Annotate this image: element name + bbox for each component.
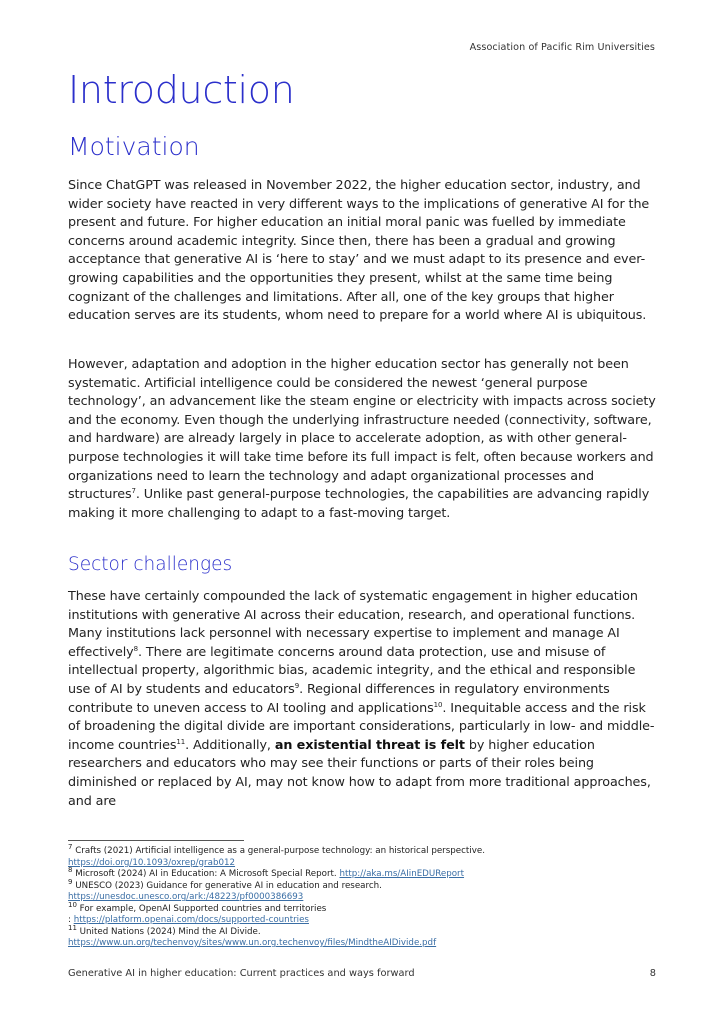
motivation-paragraph-1: Since ChatGPT was released in November 2022, the higher education sector, industry, and wider society have reacted in very different ways to the implications of generative AI for the present and future. For higher education an initial moral panic was fuelled by immediate concerns around academic integrity. Since then, there has been a gradual and growing acceptance that generative AI is ‘here to stay’ and we must adapt to its presence and ever-growing capabilities and the opportunities they present, whilst at the same time being cognizant of the challenges and limitations. After all, one of the key groups that higher education serves are its students, whom need to prepare for a world where AI is ubiquitous. xyxy=(68,178,650,324)
footnote-8 xyxy=(68,866,668,881)
page-footer xyxy=(68,968,656,979)
section-heading-sector-challenges: Sector challenges xyxy=(68,554,233,575)
footnote-number: 9 xyxy=(68,877,73,886)
footnote-link[interactable]: https://platform.openai.com/docs/supported-countries xyxy=(73,915,309,925)
footnote-10 xyxy=(68,900,668,927)
footnote-text: Microsoft (2024) AI in Education: A Microsoft Special Report. xyxy=(72,869,340,879)
paragraph-text: These have certainly compounded the lack of systematic engagement in higher education institutions with generative AI across their education, research, and operational functions. Many institutions lack personnel with necessary expertise to implement and manage AI effectively xyxy=(68,589,638,660)
footnote-link[interactable]: http://aka.ms/AIinEDUReport xyxy=(339,869,465,879)
paragraph-text: . Unlike past general-purpose technologies, the capabilities are advancing rapidly making it more challenging to adapt to a fast-moving target. xyxy=(68,487,650,521)
footnote-link[interactable]: https://doi.org/10.1093/oxrep/grab012 xyxy=(68,857,236,868)
footnote-ref[interactable]: 8 xyxy=(133,644,138,653)
footnote-prefix: : xyxy=(68,915,74,925)
footnote-link[interactable]: https://unesdoc.unesco.org/ark:/48223/pf0000386693 xyxy=(68,892,304,902)
footnote-link[interactable]: https://www.un.org/techenvoy/sites/www.un.org.techenvoy/files/MindtheAIDivide.pdf xyxy=(68,938,437,948)
motivation-paragraph-2 xyxy=(68,356,658,523)
sector-challenges-paragraph xyxy=(68,588,658,811)
footnote-number: 8 xyxy=(68,866,73,875)
running-header: Association of Pacific Rim Universities xyxy=(469,42,655,53)
paragraph-text: . Inequitable access and the risk of broadening the digital divide are important considerations, particularly in low- and middle-income countries xyxy=(68,700,655,753)
footnote-divider xyxy=(68,840,244,841)
footnotes xyxy=(68,843,668,950)
footnote-text: United Nations (2024) Mind the AI Divide. xyxy=(76,926,261,937)
paragraph-text: . Additionally, xyxy=(185,737,275,753)
footnote-7 xyxy=(68,843,668,869)
footnote-ref[interactable]: 9 xyxy=(294,681,300,690)
footnote-number: 11 xyxy=(68,923,77,932)
footnote-text: Crafts (2021) Artificial intelligence as a general-purpose technology: an historical perspective. xyxy=(72,846,485,856)
footnote-11 xyxy=(68,923,668,950)
footnote-number: 7 xyxy=(68,843,73,852)
footnote-9 xyxy=(68,877,668,904)
paragraph-text: However, adaptation and adoption in the higher education sector has generally not been systematic. Artificial intelligence could be considered the newest ‘general purpose technology’, an advancement like the steam engine or electricity with impacts across society and the economy. Even though the underlying infrastructure needed (connectivity, software, and hardware) are already largely in place to accelerate adoption, as with other general-purpose technologies it will take time before its full impact is felt, often because workers and organizations need to learn the technology and adapt organizational processes and structures xyxy=(68,357,656,503)
footnote-ref[interactable]: 7 xyxy=(131,486,136,495)
footnote-number: 10 xyxy=(68,900,77,909)
footer-title: Generative AI in higher education: Current practices and ways forward xyxy=(68,968,415,979)
paragraph-text: . Regional differences in regulatory environments contribute to uneven access to AI tooling and applications xyxy=(68,681,610,716)
footnote-ref[interactable]: 10 xyxy=(433,700,443,709)
section-heading-motivation: Motivation xyxy=(68,132,200,161)
page-title: Introduction xyxy=(68,68,295,112)
footnote-text: UNESCO (2023) Guidance for generative AI in education and research. xyxy=(72,880,382,891)
paragraph-text: by higher education researchers and educators who may see their functions or parts of their roles being diminished or replaced by AI, may not know how to adapt from more traditional approaches, and are xyxy=(68,737,651,809)
page-number: 8 xyxy=(649,968,656,979)
emphasis-text: an existential threat is felt xyxy=(274,737,465,753)
footnote-text: For example, OpenAI Supported countries and territories xyxy=(76,903,327,914)
footnote-ref[interactable]: 11 xyxy=(176,737,186,746)
paragraph-text: . There are legitimate concerns around data protection, use and misuse of intellectual property, algorithmic bias, academic integrity, and the ethical and responsible use of AI by students and educators xyxy=(68,644,636,697)
